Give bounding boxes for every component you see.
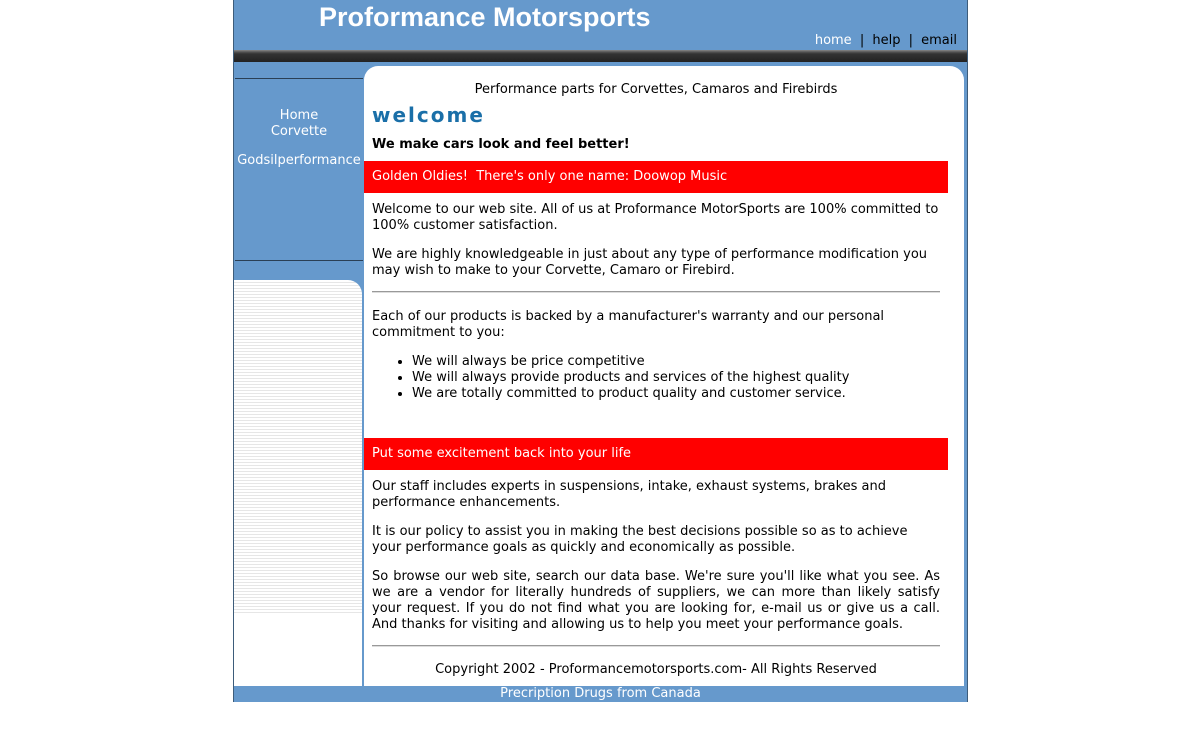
sidebar-striped-panel	[234, 280, 362, 615]
sidebar-spacer	[234, 140, 364, 153]
top-nav-email-link[interactable]: email	[921, 33, 957, 48]
commitment-list	[372, 354, 940, 402]
sidebar-blank-panel	[234, 615, 362, 686]
top-nav-help-link[interactable]: help	[872, 33, 901, 48]
site-title: Proformance Motorsports	[319, 2, 651, 32]
welcome-paragraph: Welcome to our web site. All of us at Proformance MotorSports are 100% committed to 100% customer satisfaction.	[372, 202, 939, 233]
site-footer	[234, 686, 967, 702]
banner-golden-oldies: Golden Oldies! There's only one name: Doowop Music	[364, 161, 948, 193]
list-item: • We will always provide products and services of the highest quality	[412, 370, 940, 386]
staff-paragraph: Our staff includes experts in suspensions, intake, exhaust systems, brakes and performance enhancements.	[372, 479, 886, 510]
copyright-notice: Copyright 2002 - Proformancemotorsports.com- All Rights Reserved	[435, 662, 877, 677]
page-frame	[233, 0, 968, 702]
header-divider-bar	[234, 50, 967, 62]
top-nav-separator: |	[859, 33, 865, 48]
list-item: • We are totally committed to product quality and customer service.	[412, 386, 940, 402]
sidebar-divider	[235, 260, 363, 261]
policy-paragraph: It is our policy to assist you in making the best decisions possible so as to achieve your performance goals as quickly and economically as possible.	[372, 524, 908, 555]
knowledge-paragraph: We are highly knowledgeable in just about any type of performance modification you may wish to make to your Corvette, Camaro or Firebird.	[372, 247, 928, 278]
browse-paragraph: So browse our web site, search our data base. We're sure you'll like what you see. As we are a vendor for literally hundreds of suppliers, we can more than likely satisfy your request. If you do not find what you are looking for, e-mail us or give us a call. And thanks for visiting and allowing us to help you meet your performance goals.	[372, 569, 940, 632]
main-content	[364, 66, 964, 686]
sidebar-item-godsilperformance[interactable]: Godsilperformance	[237, 153, 361, 168]
sidebar-item-corvette[interactable]: Corvette	[270, 124, 328, 139]
sidebar-nav	[234, 108, 364, 169]
sidebar-divider	[235, 78, 363, 79]
site-header	[234, 0, 967, 50]
footer-link[interactable]: Precription Drugs from Canada	[500, 686, 701, 701]
top-nav-separator: |	[908, 33, 913, 48]
subheading: We make cars look and feel better!	[372, 137, 630, 152]
welcome-heading: welcome	[372, 103, 485, 127]
section-divider	[372, 291, 940, 293]
top-nav-home-link[interactable]: home	[814, 33, 852, 48]
banner-excitement: Put some excitement back into your life	[364, 438, 948, 470]
top-nav	[815, 33, 957, 48]
sidebar-item-home[interactable]: Home	[279, 108, 319, 123]
tagline: Performance parts for Corvettes, Camaros and Firebirds	[474, 82, 838, 97]
warranty-paragraph: Each of our products is backed by a manufacturer's warranty and our personal commitment to you:	[372, 309, 885, 340]
section-divider	[372, 645, 940, 647]
sidebar	[234, 62, 364, 702]
list-item: • We will always be price competitive	[412, 354, 940, 370]
